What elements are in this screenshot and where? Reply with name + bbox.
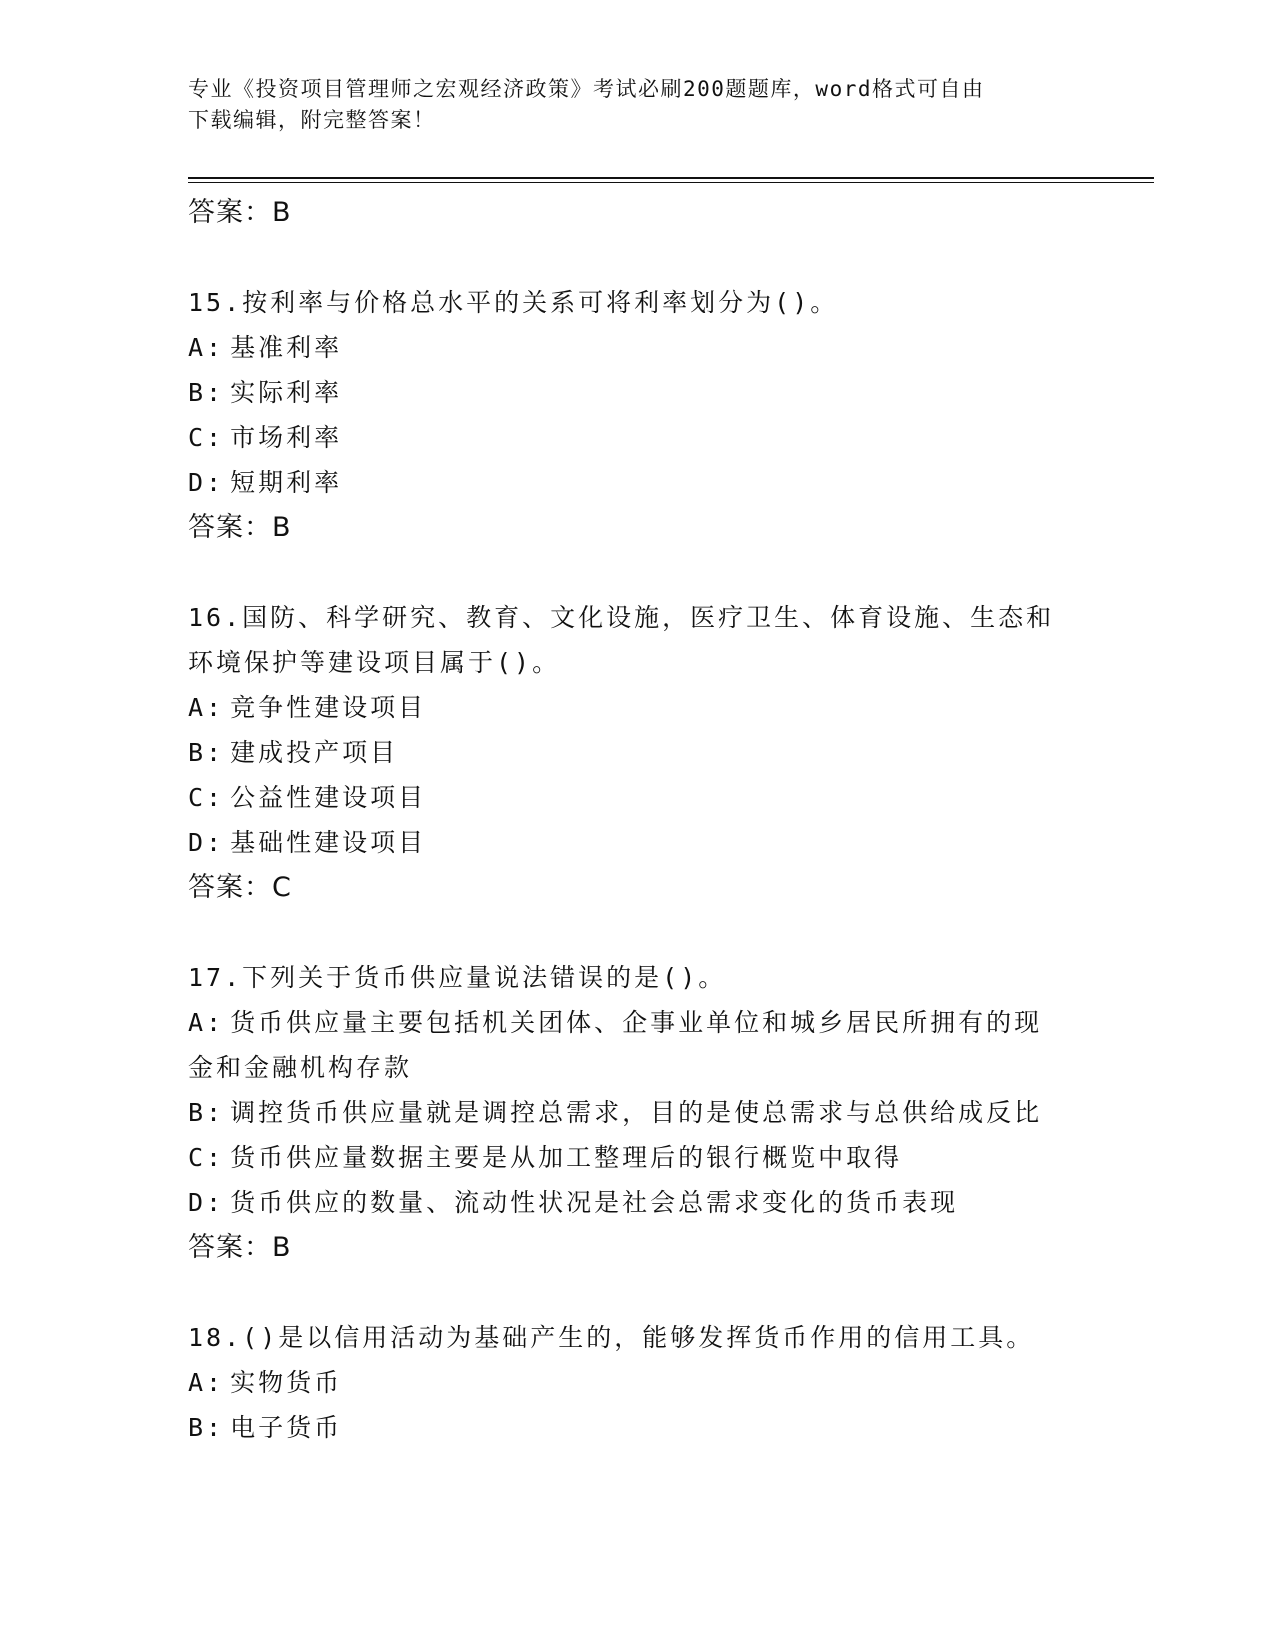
option-text: 货币供应的数量、流动性状况是社会总需求变化的货币表现 <box>230 1188 959 1217</box>
question-text: 18.()是以信用活动为基础产生的，能够发挥货币作用的信用工具。 <box>188 1323 1035 1352</box>
option-key: A: <box>188 693 225 722</box>
option-key: D: <box>188 468 225 497</box>
option-text: 货币供应量数据主要是从加工整理后的银行概览中取得 <box>230 1143 903 1172</box>
option-a <box>188 1360 1088 1405</box>
option-a <box>188 325 1088 370</box>
option-key: B: <box>188 1098 225 1127</box>
option-key: C: <box>188 1143 225 1172</box>
option-d <box>188 1180 1088 1225</box>
question-text: 15.按利率与价格总水平的关系可将利率划分为()。 <box>188 288 839 317</box>
answer-value: C <box>272 872 292 903</box>
header-line-2: 下载编辑，附完整答案！ <box>188 108 436 132</box>
option-key: A: <box>188 1008 225 1037</box>
option-key: B: <box>188 378 225 407</box>
header-rule-thick <box>188 177 1154 179</box>
option-b <box>188 1090 1088 1135</box>
spacer <box>188 551 1088 595</box>
question-block <box>188 1315 1088 1450</box>
option-text: 实物货币 <box>230 1368 343 1397</box>
answer-label: 答案： <box>188 512 272 543</box>
question-text-continued: 环境保护等建设项目属于()。 <box>188 648 561 677</box>
option-text: 市场利率 <box>230 423 343 452</box>
option-d <box>188 820 1088 865</box>
option-key: D: <box>188 1188 225 1217</box>
answer-line <box>188 1225 1088 1271</box>
option-key: C: <box>188 783 225 812</box>
option-text: 竞争性建设项目 <box>230 693 427 722</box>
question-text: 16.国防、科学研究、教育、文化设施，医疗卫生、体育设施、生态和 <box>188 603 1055 632</box>
spacer <box>188 911 1088 955</box>
option-key: B: <box>188 1413 225 1442</box>
option-c <box>188 415 1088 460</box>
document-header <box>188 74 1068 136</box>
spacer <box>188 236 1088 280</box>
answer-label: 答案： <box>188 872 272 903</box>
option-text: 货币供应量主要包括机关团体、企事业单位和城乡居民所拥有的现 <box>230 1008 1043 1037</box>
option-a <box>188 1000 1088 1045</box>
question-list <box>188 190 1088 1450</box>
option-text: 基准利率 <box>230 333 343 362</box>
option-a <box>188 685 1088 730</box>
option-key: A: <box>188 333 225 362</box>
option-d <box>188 460 1088 505</box>
option-b <box>188 730 1088 775</box>
spacer <box>188 1271 1088 1315</box>
option-text: 建成投产项目 <box>230 738 399 767</box>
option-b <box>188 370 1088 415</box>
answer-line <box>188 505 1088 551</box>
answer-line <box>188 190 1088 236</box>
header-line-1: 专业《投资项目管理师之宏观经济政策》考试必刷200题题库，word格式可自由 <box>188 77 985 101</box>
option-text: 电子货币 <box>230 1413 343 1442</box>
header-rule-thin <box>188 182 1154 183</box>
option-key: C: <box>188 423 225 452</box>
option-key: A: <box>188 1368 225 1397</box>
option-key: B: <box>188 738 225 767</box>
answer-value: B <box>272 197 292 228</box>
question-block <box>188 280 1088 551</box>
answer-label: 答案： <box>188 197 272 228</box>
option-text: 调控货币供应量就是调控总需求，目的是使总需求与总供给成反比 <box>230 1098 1043 1127</box>
option-a-continued: 金和金融机构存款 <box>188 1053 413 1082</box>
answer-value: B <box>272 1232 292 1263</box>
option-c <box>188 1135 1088 1180</box>
option-key: D: <box>188 828 225 857</box>
question-block <box>188 595 1088 911</box>
answer-line <box>188 865 1088 911</box>
option-text: 短期利率 <box>230 468 343 497</box>
question-text: 17.下列关于货币供应量说法错误的是()。 <box>188 963 727 992</box>
option-c <box>188 775 1088 820</box>
option-text: 公益性建设项目 <box>230 783 427 812</box>
option-b <box>188 1405 1088 1450</box>
option-text: 基础性建设项目 <box>230 828 427 857</box>
option-text: 实际利率 <box>230 378 343 407</box>
answer-value: B <box>272 512 292 543</box>
answer-label: 答案： <box>188 1232 272 1263</box>
question-block <box>188 955 1088 1271</box>
